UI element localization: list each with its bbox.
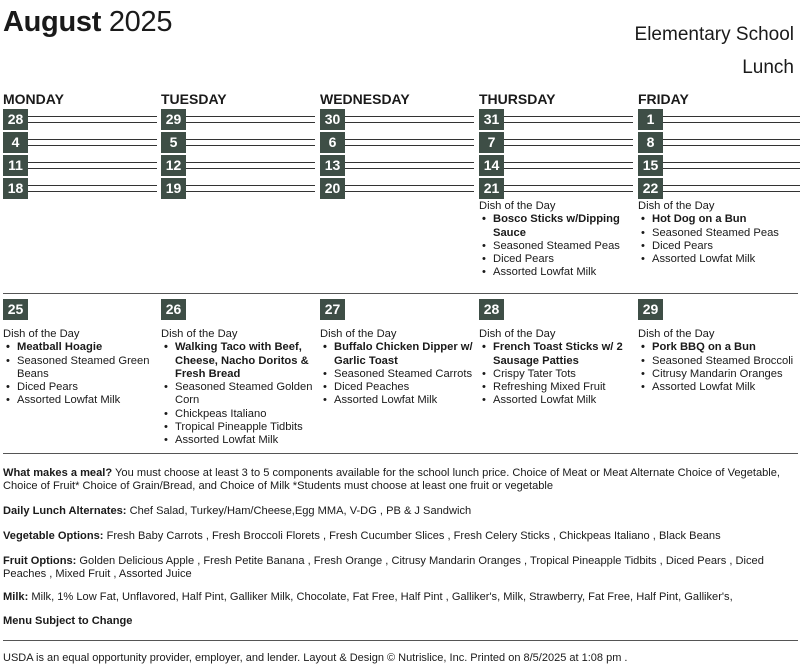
date-badge: 26: [161, 299, 186, 320]
date-badge: 14: [479, 155, 504, 176]
date-badge: 18: [3, 178, 28, 199]
menu-friday-29: [638, 298, 796, 394]
dish-of-day-label: Dish of the Day: [638, 328, 715, 340]
menu-item: • Seasoned Steamed Green Beans: [3, 355, 161, 382]
week-row: [3, 131, 161, 154]
menu-item: • Assorted Lowfat Milk: [320, 394, 478, 407]
menu-main-item: • Buffalo Chicken Dipper w/ Garlic Toast: [320, 341, 478, 368]
date-badge: 13: [320, 155, 345, 176]
menu-item: • Seasoned Steamed Carrots: [320, 368, 478, 381]
menu-item: • Seasoned Steamed Broccoli: [638, 355, 796, 368]
menu-main-item: • French Toast Sticks w/ 2 Sausage Patties: [479, 341, 637, 368]
menu-item: • Refreshing Mixed Fruit: [479, 381, 637, 394]
menu-item: • Citrusy Mandarin Oranges: [638, 368, 796, 381]
day-header: MONDAY: [3, 91, 64, 107]
week-row: [3, 177, 161, 200]
day-column-tuesday: [161, 90, 319, 200]
dish-of-day-label: Dish of the Day: [320, 328, 397, 340]
menu-main-item: • Bosco Sticks w/Dipping Sauce: [479, 213, 637, 240]
day-header: TUESDAY: [161, 91, 227, 107]
menu-friday-22: [638, 200, 796, 266]
school-title: Elementary School Lunch: [634, 24, 794, 78]
date-badge: 31: [479, 109, 504, 130]
menu-item: • Diced Pears: [3, 381, 161, 394]
day-column-friday: [638, 90, 796, 266]
date-badge: 1: [638, 109, 663, 130]
date-badge: 8: [638, 132, 663, 153]
date-badge: 7: [479, 132, 504, 153]
menu-item: • Crispy Tater Tots: [479, 368, 637, 381]
week-row: [3, 108, 161, 131]
day-header: THURSDAY: [479, 91, 556, 107]
menu-item: • Assorted Lowfat Milk: [638, 381, 796, 394]
date-badge: 15: [638, 155, 663, 176]
date-badge: 28: [479, 299, 504, 320]
dish-of-day-label: Dish of the Day: [638, 200, 715, 212]
day-column-monday: [3, 90, 161, 200]
menu-monday-25: [3, 298, 161, 408]
date-badge: 6: [320, 132, 345, 153]
menu-item: • Diced Pears: [479, 253, 637, 266]
menu-item: • Seasoned Steamed Peas: [638, 227, 796, 240]
date-badge: 12: [161, 155, 186, 176]
menu-item: • Seasoned Steamed Golden Corn: [161, 381, 319, 408]
menu-tuesday-26: [161, 298, 319, 448]
dish-of-day-label: Dish of the Day: [3, 328, 80, 340]
date-badge: 11: [3, 155, 28, 176]
fruit-options: Fruit Options: Golden Delicious Apple , Fresh Petite Banana , Fresh Orange , Citrusy Mandarin Oranges , Tropical Pineapple Tidbits , Diced Pears , Diced Peaches , Mixed Fruit , Assorted Juice: [3, 555, 764, 581]
menu-thursday-28: [479, 298, 637, 408]
divider: [3, 453, 798, 454]
menu-item: • Assorted Lowfat Milk: [3, 394, 161, 407]
menu-wednesday-27: [320, 298, 478, 408]
menu-thursday-21: [479, 200, 637, 280]
menu-item: • Assorted Lowfat Milk: [479, 266, 637, 279]
divider: [3, 640, 798, 641]
date-badge: 4: [3, 132, 28, 153]
menu-item: • Seasoned Steamed Peas: [479, 240, 637, 253]
menu-item: • Assorted Lowfat Milk: [638, 253, 796, 266]
date-badge: 19: [161, 178, 186, 199]
date-badge: 27: [320, 299, 345, 320]
date-badge: 28: [3, 109, 28, 130]
day-column-wednesday: [320, 90, 478, 200]
menu-main-item: • Walking Taco with Beef, Cheese, Nacho Doritos & Fresh Bread: [161, 341, 319, 381]
footer-text: USDA is an equal opportunity provider, employer, and lender. Layout & Design © Nutrislice, Inc. Printed on 8/5/2025 at 1:08 pm .: [3, 652, 628, 664]
meal-info: What makes a meal? You must choose at least 3 to 5 components available for the school lunch price. Choice of Meat or Meat Alternate Choice of Vegetable, Choice of Fruit* Choice of Grain/Bread, and Choice of Milk *Students must choose at least one fruit or vegetable: [3, 467, 781, 493]
menu-item: • Tropical Pineapple Tidbits: [161, 421, 319, 434]
date-badge: 25: [3, 299, 28, 320]
vegetable-options: Vegetable Options: Fresh Baby Carrots , Fresh Broccoli Florets , Fresh Cucumber Slices , Fresh Celery Sticks , Chickpeas Italiano , Black Beans: [3, 530, 721, 542]
date-badge: 29: [638, 299, 663, 320]
menu-main-item: • Meatball Hoagie: [3, 341, 161, 354]
date-badge: 22: [638, 178, 663, 199]
date-badge: 30: [320, 109, 345, 130]
date-badge: 29: [161, 109, 186, 130]
menu-item: • Assorted Lowfat Milk: [161, 434, 319, 447]
divider: [3, 293, 798, 294]
milk-options: Milk: Milk, 1% Low Fat, Unflavored, Half Pint, Galliker Milk, Chocolate, Fat Free, Half Pint , Galliker's, Milk, Strawberry, Fat Free, Half Pint, Galliker's,: [3, 591, 733, 603]
menu-main-item: • Pork BBQ on a Bun: [638, 341, 796, 354]
menu-item: • Diced Pears: [638, 240, 796, 253]
day-header: FRIDAY: [638, 91, 689, 107]
page-title: August 2025: [3, 6, 173, 38]
date-badge: 5: [161, 132, 186, 153]
menu-change-note: Menu Subject to Change: [3, 615, 133, 627]
date-badge: 21: [479, 178, 504, 199]
lunch-alternates: Daily Lunch Alternates: Chef Salad, Turkey/Ham/Cheese,Egg MMA, V-DG , PB & J Sandwich: [3, 505, 472, 517]
menu-item: • Diced Peaches: [320, 381, 478, 394]
menu-main-item: • Hot Dog on a Bun: [638, 213, 796, 226]
dish-of-day-label: Dish of the Day: [479, 328, 556, 340]
date-badge: 20: [320, 178, 345, 199]
menu-item: • Assorted Lowfat Milk: [479, 394, 637, 407]
dish-of-day-label: Dish of the Day: [161, 328, 238, 340]
menu-item: • Chickpeas Italiano: [161, 408, 319, 421]
day-header: WEDNESDAY: [320, 91, 410, 107]
dish-of-day-label: Dish of the Day: [479, 200, 556, 212]
day-column-thursday: [479, 90, 637, 280]
week-row: [3, 154, 161, 177]
